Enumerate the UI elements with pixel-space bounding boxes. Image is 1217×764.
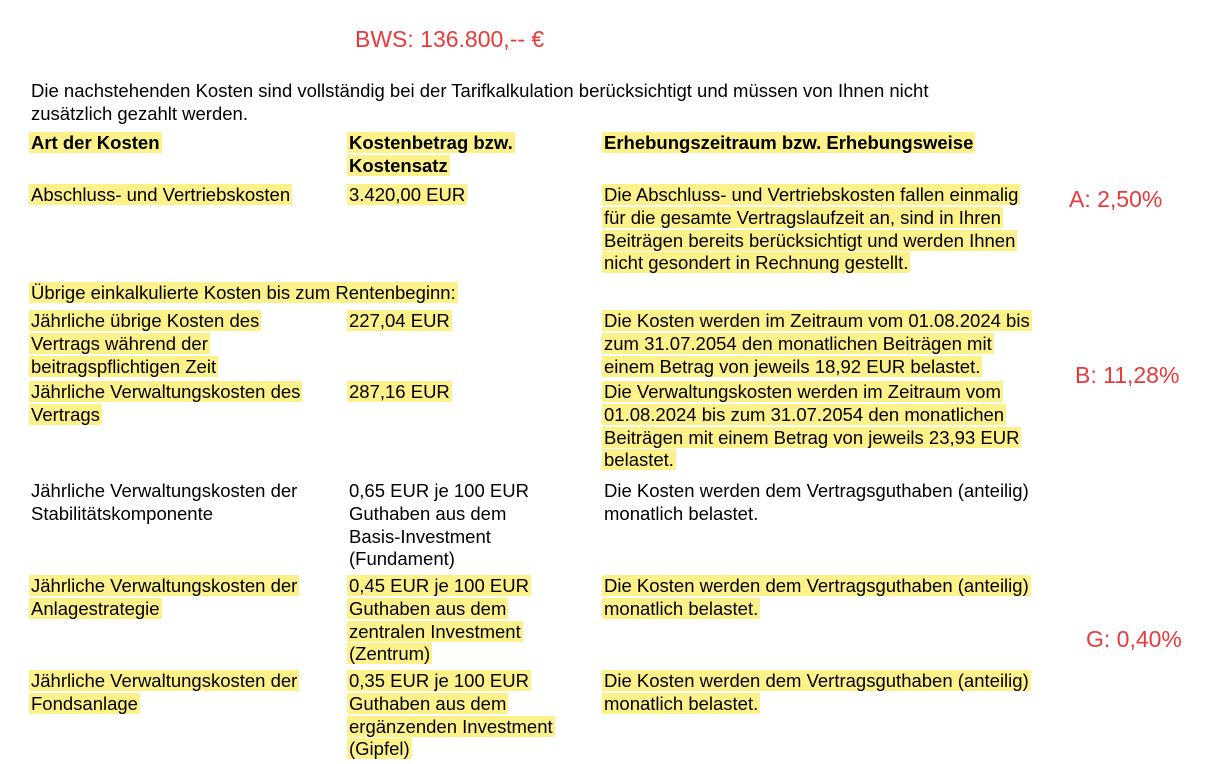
row-abschluss-desc: Die Abschluss- und Vertriebskosten fallen einmalig für die gesamte Vertragslaufzeit an, sind in Ihren Beiträgen bereits berücksichtigt und werden Ihnen nicht gesondert in Rechnung gestellt. — [604, 184, 1019, 274]
row-uebrige-amount: 227,04 EUR — [349, 310, 450, 331]
intro-paragraph — [31, 80, 928, 126]
row-fonds-name: Jährliche Verwaltungskosten der Fondsanlage — [31, 670, 298, 714]
row-stabilitaet-name: Jährliche Verwaltungskosten der Stabilitätskomponente — [31, 480, 298, 524]
row-uebrige-desc: Die Kosten werden im Zeitraum vom 01.08.2024 bis zum 31.07.2054 den monatlichen Beiträgen mit einem Betrag von jeweils 18,92 EUR belastet. — [604, 310, 1030, 377]
row-anlage-amount: 0,45 EUR je 100 EUR Guthaben aus dem zentralen Investment (Zentrum) — [349, 575, 529, 665]
row-abschluss-name: Abschluss- und Vertriebskosten — [31, 184, 291, 205]
row-abschluss-amount: 3.420,00 EUR — [349, 184, 466, 205]
bws-annotation: BWS: 136.800,-- € — [355, 26, 545, 52]
section-label: Übrige einkalkulierte Kosten bis zum Rentenbeginn: — [31, 282, 456, 303]
row-stabilitaet-desc: Die Kosten werden dem Vertragsguthaben (anteilig) monatlich belastet. — [604, 480, 1029, 524]
a-annotation: A: 2,50% — [1069, 186, 1163, 212]
g-annotation: G: 0,40% — [1086, 626, 1182, 652]
header-cost-amount: Kostenbetrag bzw. Kostensatz — [349, 132, 513, 176]
row-fonds-desc: Die Kosten werden dem Vertragsguthaben (anteilig) monatlich belastet. — [604, 670, 1029, 714]
row-fonds-amount: 0,35 EUR je 100 EUR Guthaben aus dem ergänzenden Investment (Gipfel) — [349, 670, 553, 760]
row-anlage-name: Jährliche Verwaltungskosten der Anlagestrategie — [31, 575, 298, 619]
intro-line-2: zusätzlich gezahlt werden. — [31, 102, 248, 124]
row-stabilitaet-amount: 0,65 EUR je 100 EUR Guthaben aus dem Basis-Investment (Fundament) — [349, 480, 529, 570]
row-verwaltung-desc: Die Verwaltungskosten werden im Zeitraum vom 01.08.2024 bis zum 31.07.2054 den monatlichen Beiträgen mit einem Betrag von jeweils 23,93 EUR belastet. — [604, 381, 1020, 471]
row-uebrige-name: Jährliche übrige Kosten des Vertrags während der beitragspflichtigen Zeit — [31, 310, 260, 377]
row-anlage-desc: Die Kosten werden dem Vertragsguthaben (anteilig) monatlich belastet. — [604, 575, 1029, 619]
intro-line-1: Die nachstehenden Kosten sind vollständig bei der Tarifkalkulation berücksichtigt und müssen von Ihnen nicht — [31, 80, 929, 101]
row-verwaltung-name: Jährliche Verwaltungskosten des Vertrags — [31, 381, 301, 425]
b-annotation: B: 11,28% — [1075, 362, 1180, 388]
row-verwaltung-amount: 287,16 EUR — [349, 381, 450, 402]
header-period: Erhebungszeitraum bzw. Erhebungsweise — [604, 132, 974, 153]
header-cost-type: Art der Kosten — [31, 132, 160, 153]
